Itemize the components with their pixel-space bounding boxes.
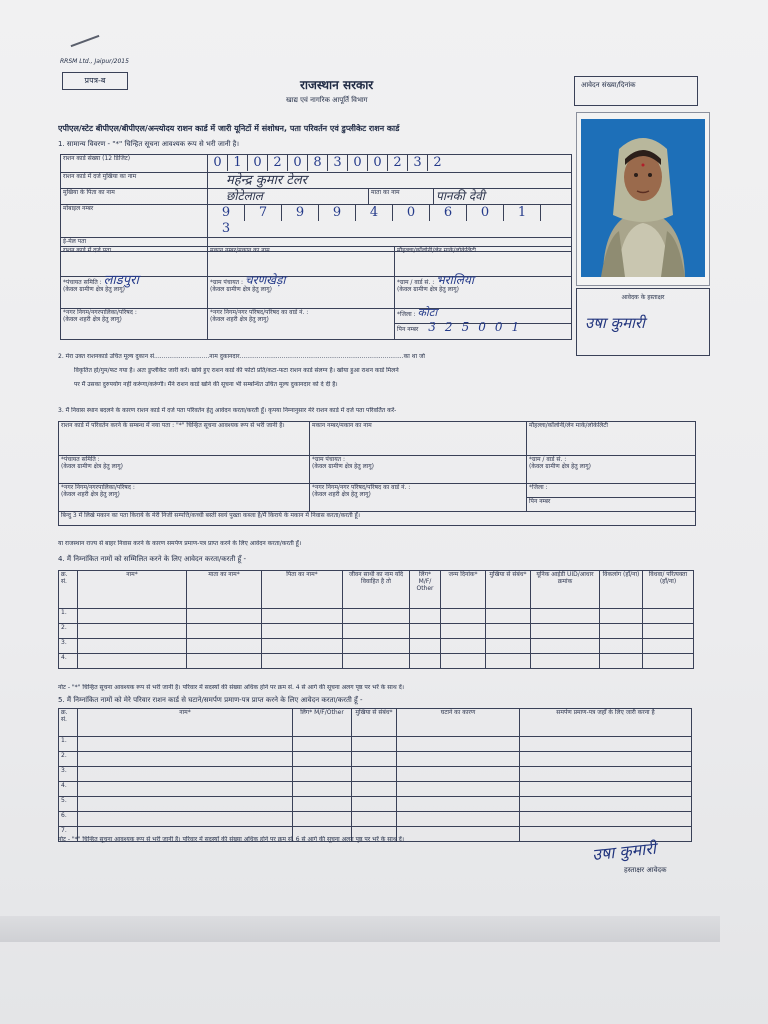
pen-mark bbox=[71, 35, 100, 47]
row-number: 4. bbox=[59, 782, 78, 797]
section5-note: नोट - "*" चिन्हित सूचना आवश्यक रूप से भरी जानी है। परिवार में सदस्यों की संख्या अधिक होने पर क्रम सं. 6 से आगे की सूचना अलग पृष्ठ पर भरें के साथ दें। bbox=[58, 836, 405, 843]
card-digit: 2 bbox=[433, 155, 442, 170]
row-number: 1. bbox=[59, 737, 78, 752]
head-name-label: राशन कार्ड में दर्ज मुखिया का नाम bbox=[61, 173, 208, 189]
header-cell: नाम* bbox=[78, 709, 293, 737]
mobile-digit: 4 bbox=[356, 205, 393, 221]
card-digit: 2 bbox=[388, 155, 408, 171]
nagar2-cell bbox=[208, 309, 395, 340]
section5-title: 5. मैं निम्नांकित नामों को मेरे परिवार राशन कार्ड से घटाने/समर्पण प्रमाण-पत्र प्राप्त करने के लिए आवेदन करता/करती हूँ - bbox=[58, 696, 363, 704]
press-line: RRSM Ltd., Jaipur/2015 bbox=[60, 58, 129, 65]
row-number: 2. bbox=[59, 624, 78, 639]
locality-label: मौहल्ला/कॉलोनी/लेन मार्क/लोकेलिटी bbox=[395, 247, 572, 277]
mobile-digit: 0 bbox=[393, 205, 430, 221]
father-name-value: छोटेलाल bbox=[208, 189, 369, 205]
panchayat-value: लाडपुरा bbox=[103, 273, 139, 288]
new-nagar2-label: *नगर निगम/नगर परिषद/परिषद का वार्ड नं. : bbox=[312, 484, 411, 491]
nagar2-label: *नगर निगम/नगर परिषद/परिषद का वार्ड नं. : bbox=[210, 309, 309, 316]
village-cell bbox=[395, 273, 572, 309]
section2-line1: 2. मेरा उक्त राशनकार्ड उचित मूल्य दुकान सं.............................नाम दुकानदार......................................................................................का था जो bbox=[58, 353, 425, 360]
card-digit: 0 bbox=[348, 155, 368, 171]
card-digit: 0 bbox=[208, 155, 228, 171]
pin-digit: 3 bbox=[428, 320, 445, 334]
new-village-note: (केवल ग्रामीण क्षेत्र हेतु लागू) bbox=[529, 463, 591, 470]
signature-label: आवेदक के हस्ताक्षर bbox=[621, 294, 665, 301]
table-row bbox=[59, 654, 694, 669]
card-digit: 0 bbox=[368, 155, 388, 171]
card-digit: 3 bbox=[328, 155, 348, 171]
new-pin-label: पिन नम्बर bbox=[529, 498, 551, 505]
general-details-table bbox=[60, 154, 572, 252]
panchayat-label: *पंचायत समिति : bbox=[63, 279, 102, 286]
section2-line3: पर मैं उसका दुरुपयोग नहीं करूंगा/करूंगी। मैंने राशन कार्ड खोने की सूचना भी सम्बन्धित उचित मूल्य दुकानदार को दे दी है। bbox=[74, 381, 338, 388]
district-label: *जिला : bbox=[397, 311, 416, 318]
row-number: 6. bbox=[59, 812, 78, 827]
new-district-label: *जिला : bbox=[527, 484, 695, 498]
table-row bbox=[59, 782, 692, 797]
row-number: 5. bbox=[59, 797, 78, 812]
mobile-digits bbox=[208, 205, 572, 238]
header-cell: नाम* bbox=[78, 571, 187, 609]
card-digit: 0 bbox=[288, 155, 308, 171]
section3-title: 3. मैं निवास स्थान बदलने के कारण राशन कार्ड में दर्ज पता परिवर्तन हेतु आवेदन करता/करती हूँ। कृपया निम्नानुसार मेरे राशन कार्ड में दर्ज पता परिवर्तित करें- bbox=[58, 407, 397, 414]
header-cell: जीवन साथी का नाम यदि विवाहित है तो bbox=[343, 571, 410, 609]
card-digit: 1 bbox=[228, 155, 248, 171]
pin-digit: 2 bbox=[444, 320, 462, 334]
section3-note2: या राजस्थान राज्य से बाहर निवास करने के कारण समर्पण प्रमाण-पत्र प्राप्त करने के लिए आवेदन करता/करती हूँ। bbox=[58, 540, 302, 547]
mother-name-value: पानकी देवी bbox=[434, 189, 572, 205]
new-nagar2-cell bbox=[310, 484, 527, 512]
applicant-photo-frame bbox=[576, 112, 710, 286]
mobile-digit: 6 bbox=[430, 205, 467, 221]
panchayat-note: (केवल ग्रामीण क्षेत्र हेतु लागू) bbox=[63, 286, 125, 293]
govt-title: राजस्थान सरकार bbox=[300, 78, 374, 92]
pin-digit: 5 bbox=[461, 320, 479, 334]
new-panchayat-cell bbox=[59, 456, 310, 484]
new-gram-label: *ग्राम पंचायत : bbox=[312, 456, 346, 463]
applicant-signature-box bbox=[576, 288, 710, 356]
header-cell: माता का नाम* bbox=[187, 571, 262, 609]
district-value: कोटा bbox=[417, 306, 438, 319]
row-number: 2. bbox=[59, 752, 78, 767]
pin-digits bbox=[428, 320, 528, 334]
table-row bbox=[59, 812, 692, 827]
table-row bbox=[59, 609, 694, 624]
department-name: खाद्य एवं नागरिक आपूर्ति विभाग bbox=[286, 96, 368, 104]
section1-title: 1. सामान्य विवरण - "*" चिन्हित सूचना आवश्यक रूप से भरी जानी है। bbox=[58, 140, 240, 148]
pin-label: पिन नम्बर bbox=[397, 326, 419, 333]
new-panchayat-note: (केवल ग्रामीण क्षेत्र हेतु लागू) bbox=[61, 463, 123, 470]
section4-title: 4. मैं निम्नांकित नामों को सम्मिलित करने के लिए आवेदन करता/करती हूँ - bbox=[58, 555, 247, 563]
address-table bbox=[60, 246, 572, 340]
applicant-photo bbox=[581, 119, 705, 277]
card-digit: 8 bbox=[308, 155, 328, 171]
nagar2-note: (केवल शहरी क्षेत्र हेतु लागू) bbox=[210, 316, 269, 323]
email-label: ई-मेल पता bbox=[61, 238, 208, 252]
village-value: भरालिया bbox=[436, 273, 474, 287]
remove-members-header-row bbox=[59, 709, 692, 737]
add-members-header-row bbox=[59, 571, 694, 609]
new-locality-label: मौहल्ला/कॉलोनी/लेन मार्क/लोकेलिटी bbox=[527, 422, 696, 456]
mother-name-label: माता का नाम bbox=[369, 189, 434, 205]
mobile-digit: 9 bbox=[208, 205, 245, 221]
header-cell: मुखिया से संबंध* bbox=[352, 709, 397, 737]
header-cell: मुखिया से संबंध* bbox=[486, 571, 531, 609]
mobile-digit: 9 bbox=[319, 205, 356, 221]
panchayat-cell bbox=[61, 273, 208, 309]
header-cell: क्र. सं. bbox=[59, 571, 78, 609]
applicant-signature-bottom: उषा कुमारी bbox=[591, 838, 657, 865]
applicant-portrait-icon bbox=[581, 119, 705, 277]
row-number: 1. bbox=[59, 609, 78, 624]
nagar-cell bbox=[61, 309, 208, 340]
card-digit: 0 bbox=[248, 155, 268, 171]
new-address-label: राशन कार्ड में परिवर्तन करने के सम्बन्ध में नया पता : "*" चिन्हित सूचना आवश्यक रूप से भरी जानी है। bbox=[59, 422, 310, 456]
add-members-table bbox=[58, 570, 694, 669]
new-panchayat-label: *पंचायत समिति : bbox=[61, 456, 100, 463]
new-gram-note: (केवल ग्रामीण क्षेत्र हेतु लागू) bbox=[312, 463, 374, 470]
gram-note: (केवल ग्रामीण क्षेत्र हेतु लागू) bbox=[210, 286, 272, 293]
district-pin-cell bbox=[395, 306, 572, 340]
village-label: *ग्राम / वार्ड सं. : bbox=[397, 279, 435, 286]
table-row bbox=[59, 752, 692, 767]
header-cell: विकलांग (हाँ/ना) bbox=[600, 571, 643, 609]
header-cell: जन्म दिनांक* bbox=[441, 571, 486, 609]
card-digit: 3 bbox=[408, 155, 428, 171]
header-cell: घटाने का कारण bbox=[397, 709, 520, 737]
header-cell: क्र. सं. bbox=[59, 709, 78, 737]
row-number: 7. bbox=[59, 827, 78, 842]
row-number: 4. bbox=[59, 654, 78, 669]
new-nagar-label: *नगर निगम/नगरपालिका/परिषद : bbox=[61, 484, 135, 491]
scan-shadow-band bbox=[0, 916, 720, 942]
gram-label: *ग्राम पंचायत : bbox=[210, 279, 244, 286]
table-row bbox=[59, 797, 692, 812]
table-row bbox=[59, 737, 692, 752]
new-nagar2-note: (केवल शहरी क्षेत्र हेतु लागू) bbox=[312, 491, 371, 498]
application-number-box: आवेदन संख्या/दिनांक bbox=[574, 76, 698, 106]
new-nagar-note: (केवल शहरी क्षेत्र हेतु लागू) bbox=[61, 491, 120, 498]
mobile-digit: 3 bbox=[221, 221, 231, 236]
mobile-digit: 7 bbox=[245, 205, 282, 221]
new-nagar-cell bbox=[59, 484, 310, 512]
form-number-box: प्रपत्र-ब bbox=[62, 72, 128, 90]
header-cell: लिंग* M/F/Other bbox=[293, 709, 352, 737]
applicant-signature-label: हस्ताक्षर आवेदक bbox=[624, 866, 667, 874]
gram-cell bbox=[208, 273, 395, 309]
father-name-label: मुखिया के पिता का नाम bbox=[61, 189, 208, 205]
new-village-label: *ग्राम / वार्ड सं. : bbox=[529, 456, 567, 463]
table-row bbox=[59, 767, 692, 782]
pin-digit: 0 bbox=[494, 320, 512, 334]
pin-digit: 1 bbox=[511, 320, 529, 334]
village-note: (केवल ग्रामीण क्षेत्र हेतु लागू) bbox=[397, 286, 459, 293]
nagar-note: (केवल शहरी क्षेत्र हेतु लागू) bbox=[63, 316, 122, 323]
new-gram-cell bbox=[310, 456, 527, 484]
mobile-digit: 0 bbox=[467, 205, 504, 221]
section2-line2: विकृतित हो/गुम/फट गया है। अतः डुप्लीकेट जारी करें। खोये हुए राशन कार्ड की फोटो प्रति/कटा-फटा राशन कार्ड संलग्न है। खोया हुआ राशन कार्ड मिलने bbox=[74, 367, 399, 374]
card-digit: 2 bbox=[268, 155, 288, 171]
card-number-digits bbox=[208, 155, 572, 173]
mobile-digit: 1 bbox=[504, 205, 541, 221]
section3-note1: बिन्दु 3 में लिखे मकान का पता किराये के मेरी निजी सम्पत्ति/कच्ची बस्ती स्वयं पुख्ता कब्जा है/मैं किराये के मकान में निवास करता/करती हूँ। bbox=[59, 512, 696, 526]
header-cell: समर्पण प्रमाण-पत्र जहाँ के लिए जारी करना है bbox=[520, 709, 692, 737]
row-number: 3. bbox=[59, 639, 78, 654]
mobile-digit: 9 bbox=[282, 205, 319, 221]
header-cell: लिंग* M/F/ Other bbox=[410, 571, 441, 609]
form-subject: एपीएल/स्टेट बीपीएल/बीपीएल/अन्त्योदय राशन कार्ड में जारी यूनिटों में संशोधन, पता परिवर्तन एवं डुप्लीकेट राशन कार्ड bbox=[58, 124, 400, 133]
card-number-label: राशन कार्ड संख्या (12 डिजिट) bbox=[61, 155, 208, 173]
section4-note: नोट - "*" चिन्हित सूचना आवश्यक रूप से भरी जानी है। परिवार में सदस्यों की संख्या अधिक होने पर क्रम सं. 4 से आगे की सूचना अलग पृष्ठ पर भरें के साथ दें। bbox=[58, 684, 405, 691]
nagar-label: *नगर निगम/नगरपालिका/परिषद : bbox=[63, 309, 137, 316]
header-cell: विधवा/ परित्यक्ता (हाँ/ना) bbox=[643, 571, 694, 609]
gram-value: चरणखेड़ा bbox=[244, 273, 286, 287]
head-name-value: महेन्द्र कुमार टेलर bbox=[208, 173, 572, 189]
table-row bbox=[59, 624, 694, 639]
remove-members-table bbox=[58, 708, 692, 842]
row-number: 3. bbox=[59, 767, 78, 782]
table-row bbox=[59, 639, 694, 654]
new-house-label: मकान नम्बर/मकान का नाम bbox=[310, 422, 527, 456]
header-cell: यूनिक आईडी UID/आधार क्रमांक bbox=[531, 571, 600, 609]
address-label: राशन कार्ड में दर्ज पता bbox=[61, 247, 208, 277]
pin-digit: 0 bbox=[478, 320, 495, 334]
header-cell: पिता का नाम* bbox=[262, 571, 343, 609]
new-address-table bbox=[58, 421, 696, 526]
house-label: मकान नम्बर/मकान का नाम bbox=[208, 247, 395, 277]
signature-value: उषा कुमारी bbox=[585, 314, 645, 332]
new-village-cell bbox=[527, 456, 696, 484]
new-district-pin-cell bbox=[527, 484, 696, 512]
mobile-label: मोबाइल नम्बर bbox=[61, 205, 208, 238]
